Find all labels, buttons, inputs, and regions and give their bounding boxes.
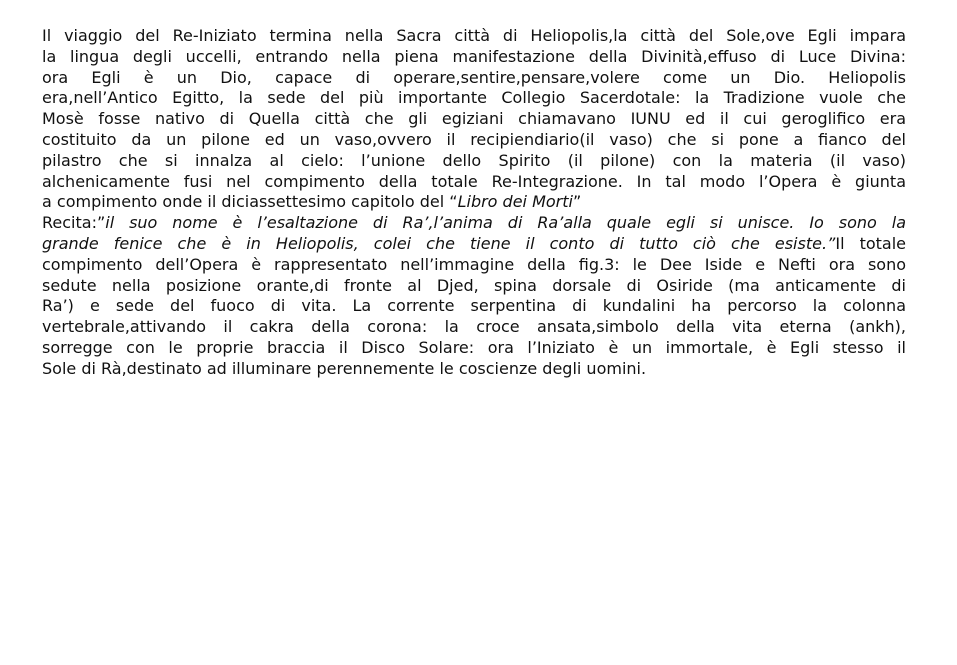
- text-segment: Sole di Rà,destinato ad illuminare perennemente le coscienze degli uomini.: [42, 358, 647, 378]
- text-segment: sorregge con le proprie braccia il Disco Solare: ora l’Iniziato è un immortale, è Egli stesso il: [42, 337, 906, 357]
- text-segment: Ra’) e sede del fuoco di vita. La corrente serpentina di kundalini ha percorso la colonna: [42, 296, 906, 316]
- italic-text-segment: grande fenice che è in Heliopolis, colei che tiene il conto di tutto ciò che esiste.”: [42, 233, 836, 253]
- text-segment: Recita:”: [42, 213, 106, 233]
- text-segment: ora Egli è un Dio, capace di operare,sentire,pensare,volere come un Dio. Heliopolis: [42, 67, 906, 87]
- italic-text-segment: Libro dei Morti: [457, 192, 573, 212]
- text-segment: la lingua degli uccelli, entrando nella piena manifestazione della Divinità,effuso di Luce Divina:: [42, 46, 906, 66]
- text-line: [42, 151, 906, 172]
- text-segment: Il totale: [835, 233, 907, 253]
- text-line: [42, 130, 906, 151]
- text-segment: era,nell’Antico Egitto, la sede del più importante Collegio Sacerdotale: la Tradizione vuole che: [42, 88, 906, 108]
- text-line: [42, 255, 906, 276]
- text-line: [42, 47, 906, 68]
- italic-text-segment: il suo nome è l’esaltazione di Ra’,l’anima di Ra’alla quale egli si unisce. Io sono la: [105, 213, 906, 233]
- text-segment: vertebrale,attivando il cakra della corona: la croce ansata,simbolo della vita eterna (ankh),: [42, 317, 906, 337]
- text-line: [42, 317, 906, 338]
- text-line: [42, 296, 906, 317]
- text-line: [42, 109, 906, 130]
- text-segment: sedute nella posizione orante,di fronte al Djed, spina dorsale di Osiride (ma anticamente di: [42, 275, 906, 295]
- text-line: [42, 234, 906, 255]
- text-line: [42, 359, 906, 380]
- text-line: [42, 213, 906, 234]
- text-segment: ”: [572, 192, 582, 212]
- text-segment: Il viaggio del Re-Iniziato termina nella Sacra città di Heliopolis,la città del Sole,ove Egli impara: [42, 26, 906, 45]
- text-segment: alchenicamente fusi nel compimento della totale Re-Integrazione. In tal modo l’Opera è giunta: [42, 171, 906, 191]
- text-line: [42, 276, 906, 297]
- text-segment: compimento dell’Opera è rappresentato nell’immagine della fig.3: le Dee Iside e Nefti ora sono: [42, 254, 906, 274]
- text-line: [42, 88, 906, 109]
- text-segment: a compimento onde il diciassettesimo capitolo del “: [42, 192, 458, 212]
- text-segment: Mosè fosse nativo di Quella città che gli egiziani chiamavano IUNU ed il cui geroglifico era: [42, 109, 906, 129]
- text-segment: pilastro che si innalza al cielo: l’unione dello Spirito (il pilone) con la materia (il vaso): [42, 150, 906, 170]
- text-segment: costituito da un pilone ed un vaso,ovvero il recipiendiario(il vaso) che si pone a fianco del: [42, 129, 906, 149]
- text-line: [42, 68, 906, 89]
- text-line: [42, 172, 906, 193]
- body-paragraph: [42, 26, 906, 380]
- text-line: [42, 26, 906, 47]
- text-line: [42, 338, 906, 359]
- text-line: [42, 192, 906, 213]
